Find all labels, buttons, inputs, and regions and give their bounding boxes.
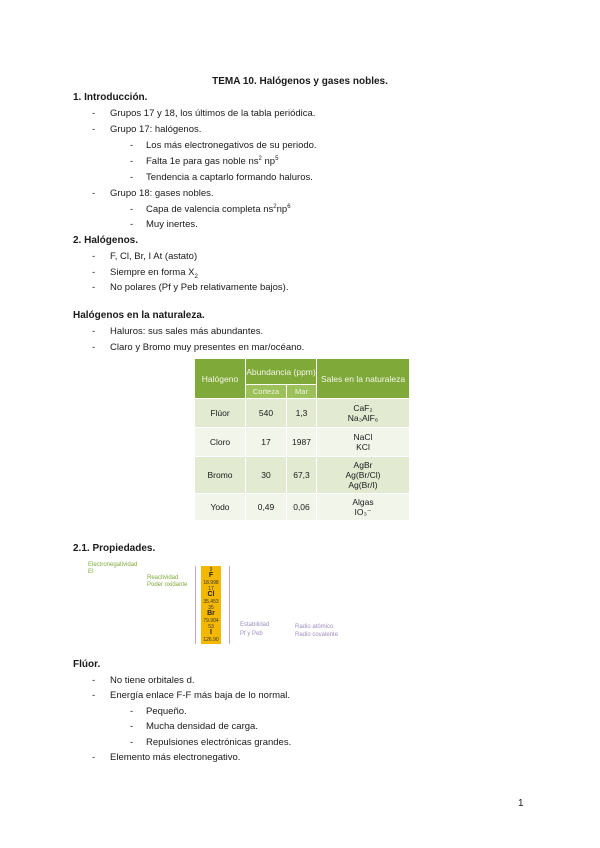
list-item: Siempre en forma $X_2$: [110, 267, 198, 280]
trend-arrow-right: [229, 566, 230, 644]
trend-arrow-left: [195, 566, 196, 644]
table-subheader-corteza: Corteza: [246, 385, 287, 399]
label-poder-oxidante: Poder oxidante: [147, 582, 188, 588]
label-radio-covalente: Radio covalente: [295, 632, 339, 638]
bullet-dash: -: [92, 342, 96, 353]
list-item: Grupo 17: halógenos.: [110, 124, 202, 135]
list-item: Capa de valencia completa $ns^2np^6$: [146, 203, 291, 215]
bullet-dash: -: [92, 108, 96, 119]
section-heading-propiedades: 2.1. Propiedades.: [73, 543, 156, 554]
element-mass: 18.998: [203, 580, 219, 586]
label-electronegatividad: Electronegatividad: [88, 562, 138, 568]
list-item: Pequeño.: [146, 706, 187, 717]
bullet-dash: -: [92, 251, 96, 262]
table-cell: CaF₂ Na₃AlF₆: [317, 399, 410, 428]
element-symbol: F: [208, 572, 214, 579]
list-item: Los más electronegativos de su periodo.: [146, 140, 317, 151]
table-row: [195, 428, 410, 457]
list-item: Claro y Bromo muy presentes en mar/océano.: [110, 342, 305, 353]
bullet-dash: -: [92, 282, 96, 293]
section-heading-naturaleza: Halógenos en la naturaleza.: [73, 310, 205, 321]
section-heading-fluor: Flúor.: [73, 659, 101, 670]
list-item: Elemento más electronegativo.: [110, 752, 241, 763]
list-item: Grupos 17 y 18, los últimos de la tabla periódica.: [110, 108, 316, 119]
table-cell: Yodo: [195, 494, 246, 521]
table-cell: 1,3: [287, 399, 317, 428]
list-item: Repulsiones electrónicas grandes.: [146, 737, 292, 748]
element-symbol: Cl: [207, 591, 215, 598]
page-title: TEMA 10. Halógenos y gases nobles.: [212, 76, 388, 87]
page-number: 1: [518, 798, 524, 809]
bullet-dash: -: [130, 706, 134, 717]
label-ei: EI: [88, 569, 94, 575]
element-symbol: Br: [207, 610, 215, 617]
table-cell: Bromo: [195, 457, 246, 494]
table-header-abundancia: Abundancia (ppm): [246, 359, 317, 385]
table-cell: 67,3: [287, 457, 317, 494]
bullet-dash: -: [92, 752, 96, 763]
table-cell: 1987: [287, 428, 317, 457]
halogen-abundance-table: [194, 358, 410, 521]
table-row: [195, 399, 410, 428]
section-heading-halogenos: 2. Halógenos.: [73, 235, 139, 246]
bullet-dash: -: [92, 124, 96, 135]
bullet-dash: -: [92, 690, 96, 701]
table-cell: Algas IO₃⁻: [317, 494, 410, 521]
label-estabilidad: Estabilidad: [240, 622, 270, 628]
list-item: Grupo 18: gases nobles.: [110, 188, 214, 199]
table-cell: NaCl KCl: [317, 428, 410, 457]
table-row: [195, 494, 410, 521]
bullet-dash: -: [92, 326, 96, 337]
element-mass: 79.904: [203, 618, 219, 624]
element-number: 17: [208, 586, 214, 592]
table-cell: 17: [246, 428, 287, 457]
list-item: Falta 1e para gas noble $ns^2$ $np^5$: [146, 155, 279, 167]
element-symbol: I: [210, 629, 212, 636]
element-number: 35: [208, 605, 214, 611]
table-cell: 540: [246, 399, 287, 428]
bullet-dash: -: [92, 267, 96, 278]
element-number: 53: [208, 624, 214, 630]
bullet-dash: -: [130, 737, 134, 748]
list-item: Muy inertes.: [146, 219, 198, 230]
bullet-dash: -: [130, 140, 134, 151]
list-item: Energía enlace F-F más baja de lo normal.: [110, 690, 291, 701]
bullet-dash: -: [130, 204, 134, 215]
list-item: Haluros: sus sales más abundantes.: [110, 326, 264, 337]
list-item: Mucha densidad de carga.: [146, 721, 258, 732]
table-cell: Flúor: [195, 399, 246, 428]
bullet-dash: -: [130, 156, 134, 167]
section-heading-introduccion: 1. Introducción.: [73, 92, 148, 103]
bullet-dash: -: [130, 721, 134, 732]
label-reactividad: Reactividad: [147, 575, 179, 581]
table-cell: AgBr Ag(Br/Cl) Ag(Br/I): [317, 457, 410, 494]
list-item: No tiene orbitales d.: [110, 675, 195, 686]
element-number: 9: [209, 567, 213, 573]
table-subheader-mar: Mar: [287, 385, 317, 399]
table-cell: 30: [246, 457, 287, 494]
table-row: [195, 457, 410, 494]
element-mass: 35.453: [203, 599, 219, 605]
list-item: No polares (Pf y Peb relativamente bajos).: [110, 282, 289, 293]
label-radio-atomico: Radio atómico: [295, 624, 334, 630]
list-item: F, Cl, Br, I At (astato): [110, 251, 198, 262]
bullet-dash: -: [130, 172, 134, 183]
element-mass: 126.90: [203, 637, 219, 643]
table-cell: Cloro: [195, 428, 246, 457]
bullet-dash: -: [130, 219, 134, 230]
table-cell: 0,49: [246, 494, 287, 521]
table-cell: 0,06: [287, 494, 317, 521]
label-pf-peb: Pf y Peb: [240, 631, 263, 637]
table-header-sales: Sales en la naturaleza: [317, 359, 410, 399]
halogen-group-column: [201, 566, 221, 644]
list-item: Tendencia a captarlo formando haluros.: [146, 172, 313, 183]
bullet-dash: -: [92, 188, 96, 199]
table-header-halogeno: Halógeno: [195, 359, 246, 399]
bullet-dash: -: [92, 675, 96, 686]
